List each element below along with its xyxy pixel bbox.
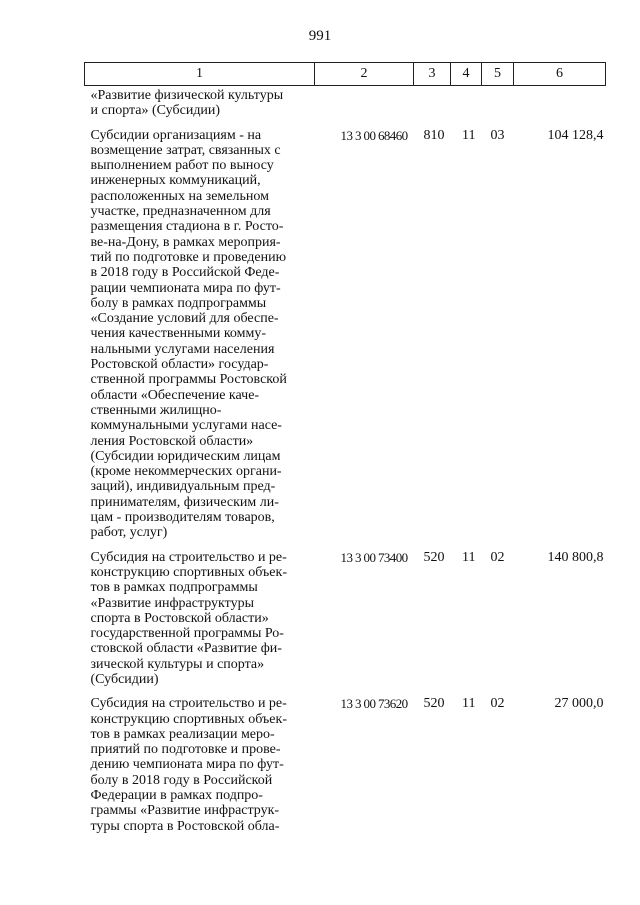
row-name-line: ственными жилищно- (90, 402, 222, 418)
row-sum-cell: 140 800,8 (547, 549, 604, 565)
row-rz-cell (451, 86, 482, 128)
row-name-line: расположенных на земельном (90, 188, 269, 204)
row-name-line: ления Ростовской области» (90, 433, 254, 449)
row-name-line: Ростовской области» государ- (90, 357, 269, 373)
row-name-line: Субсидия на строительство и ре- (90, 696, 287, 712)
row-name-line: граммы «Развитие инфраструк- (90, 803, 280, 819)
row-code-cell: 13 3 00 68460 (340, 127, 408, 143)
table-row (85, 696, 606, 843)
row-name-line: возмещение затрат, связанных с (90, 142, 281, 158)
row-name-line: заций), индивидуальным пред- (90, 479, 276, 495)
header-row (85, 63, 606, 86)
page-number: 991 (308, 28, 332, 44)
row-name-cell (85, 128, 315, 550)
row-name-line: в 2018 году в Российской Феде- (90, 265, 280, 281)
row-pr-cell: 02 (490, 696, 505, 712)
row-name-line: цам - производителям товаров, (90, 510, 275, 526)
header-cell-code: 2 (315, 63, 414, 86)
row-name-line: (Субсидии юридическим лицам (90, 448, 281, 464)
row-code-cell: 13 3 00 73400 (340, 549, 408, 565)
row-name-line: «Создание условий для обеспе- (90, 311, 279, 327)
row-name-line: нальными услугами населения (90, 341, 275, 357)
row-name-line: государственной программы Ро- (90, 626, 284, 642)
row-name-line: Субсидии организациям - на (90, 127, 262, 143)
row-name-cell (85, 550, 315, 697)
row-sum-cell: 104 128,4 (547, 127, 604, 143)
table-header (85, 63, 606, 86)
row-name-line: болу в рамках подпрограммы (90, 295, 267, 311)
header-cell-vr: 3 (414, 63, 451, 86)
row-name-line: области «Обеспечение каче- (90, 387, 260, 403)
row-sum-cell: 27 000,0 (554, 696, 604, 712)
row-vr-cell (414, 86, 451, 128)
row-name-line: приятий по подготовке и прове- (90, 742, 281, 758)
row-name-line: принимателям, физическим ли- (90, 494, 279, 510)
row-vr-cell: 810 (423, 127, 445, 143)
row-name-line: конструкцию спортивных объек- (90, 564, 287, 580)
row-name-line: «Развитие инфраструктуры (90, 595, 255, 611)
row-name-line: (кроме некоммерческих органи- (90, 464, 282, 480)
row-vr-cell: 520 (423, 696, 445, 712)
row-name-line: участке, предназначенном для (90, 204, 271, 220)
header-cell-pr: 5 (482, 63, 514, 86)
row-name-line: и спорта» (Субсидии) (90, 103, 221, 119)
row-name-line: болу в 2018 году в Российской (90, 772, 273, 788)
table-row (85, 550, 606, 697)
row-name-line: тий по подготовке и проведению (90, 249, 287, 265)
row-name-line: выполнением работ по выносу (90, 158, 274, 174)
row-name-line: тов в рамках подпрограммы (90, 580, 258, 596)
row-name-line: рации чемпионата мира по фут- (90, 280, 281, 296)
row-vr-cell: 520 (423, 549, 445, 565)
row-name-line: (Субсидии) (90, 671, 159, 687)
row-name-line: тов в рамках реализации меро- (90, 726, 275, 742)
row-rz-cell: 11 (462, 127, 476, 143)
row-pr-cell: 03 (490, 127, 505, 143)
row-name-line: дению чемпионата мира по фут- (90, 757, 284, 773)
row-name-line: зической культуры и спорта» (90, 656, 265, 672)
row-name-line: размещения стадиона в г. Росто- (90, 219, 284, 235)
row-name-line: чения качественными комму- (90, 326, 267, 342)
row-code-cell (315, 86, 414, 128)
row-code-cell: 13 3 00 73620 (340, 696, 408, 712)
table-body (85, 86, 606, 843)
row-name-line: коммунальными услугами насе- (90, 418, 282, 434)
row-name-line: «Развитие физической культуры (90, 88, 284, 103)
row-name-line: работ, услуг) (90, 525, 168, 541)
row-rz-cell: 11 (462, 549, 476, 565)
table-row (85, 128, 606, 550)
row-name-line: Субсидия на строительство и ре- (90, 549, 287, 565)
row-name-line: конструкцию спортивных объек- (90, 711, 287, 727)
header-cell-name: 1 (85, 63, 315, 86)
row-name-line: стовской области «Развитие фи- (90, 641, 282, 657)
row-name-cell (85, 696, 315, 843)
row-name-cell (85, 86, 315, 128)
row-rz-cell: 11 (462, 696, 476, 712)
budget-table (84, 62, 606, 843)
table-row (85, 86, 606, 128)
row-name-line: ственной программы Ростовской (90, 372, 287, 388)
header-cell-sum: 6 (514, 63, 606, 86)
header-cell-rz: 4 (451, 63, 482, 86)
row-name-line: Федерации в рамках подпро- (90, 788, 263, 804)
row-name-line: инженерных коммуникаций, (90, 173, 261, 189)
row-sum-cell (514, 86, 606, 128)
row-pr-cell (482, 86, 514, 128)
row-name-line: ве-на-Дону, в рамках мероприя- (90, 234, 281, 250)
row-pr-cell: 02 (490, 549, 505, 565)
row-name-line: спорта в Ростовской области» (90, 610, 269, 626)
row-name-line: туры спорта в Ростовской обла- (90, 818, 280, 834)
